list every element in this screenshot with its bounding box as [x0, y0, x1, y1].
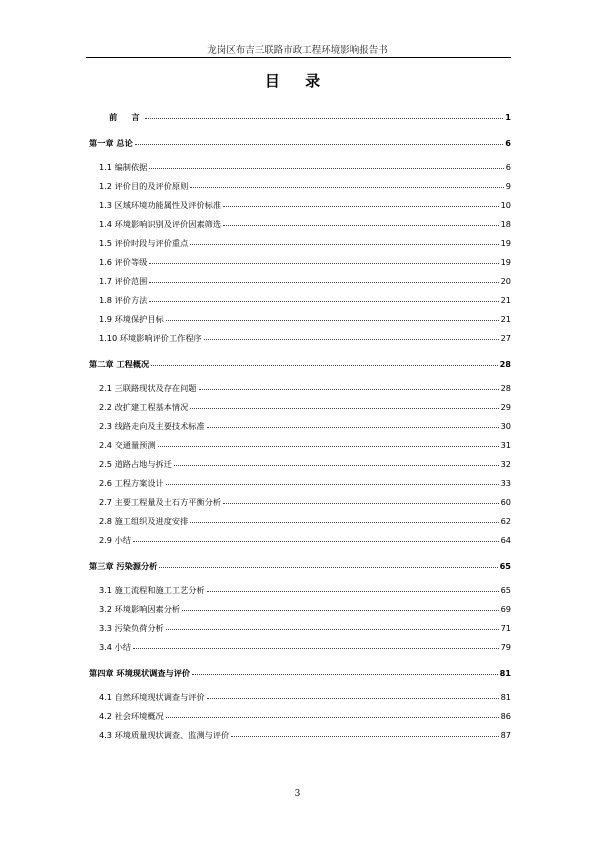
toc-chapter-entry[interactable] [89, 355, 511, 369]
dot-leader [223, 225, 499, 226]
dot-leader [190, 244, 498, 245]
toc-entry-page: 81 [500, 692, 511, 702]
toc-entry-label: 1.6 评价等级 [99, 257, 148, 267]
toc-entry-label: 第四章 环境现状调查与评价 [89, 668, 191, 678]
dot-leader [133, 648, 499, 649]
toc-entry-page: 1 [505, 112, 511, 122]
toc-entry-page: 28 [500, 383, 511, 393]
dot-leader [149, 263, 498, 264]
toc-section-entry[interactable] [89, 638, 511, 652]
dot-leader [231, 736, 498, 737]
toc-entry-label: 2.8 施工组织及进度安排 [99, 516, 189, 526]
toc-entry-page: 19 [500, 257, 511, 267]
toc-entry-label: 2.5 道路占地与拆迁 [99, 459, 172, 469]
toc-entry-label: 1.7 评价范围 [99, 276, 148, 286]
toc-entry-page: 33 [500, 478, 511, 488]
dot-leader [166, 484, 499, 485]
dot-leader [159, 567, 497, 568]
toc-entry-page: 65 [499, 561, 511, 571]
toc-entry-page: 21 [500, 295, 511, 305]
toc-entry-label: 2.3 线路走向及主要技术标准 [99, 421, 205, 431]
toc-entry-label: 1.3 区域环境功能属性及评价标准 [99, 200, 222, 210]
toc-entry-label: 前 言 [109, 112, 143, 122]
toc-entry-page: 65 [500, 585, 511, 595]
dot-leader [158, 446, 499, 447]
toc-entry-label: 4.2 社会环境概况 [99, 711, 164, 721]
toc-entry-page: 28 [499, 359, 511, 369]
toc-section-entry[interactable] [89, 272, 511, 286]
dot-leader [166, 320, 499, 321]
dot-leader [207, 427, 499, 428]
toc-section-entry[interactable] [89, 619, 511, 633]
toc-entry-label: 3.3 污染负荷分析 [99, 623, 164, 633]
dot-leader [223, 503, 499, 504]
toc-entry-label: 第二章 工程概况 [89, 359, 150, 369]
toc-entry-label: 1.9 环境保护目标 [99, 314, 164, 324]
toc-entry-label: 1.10 环境影响评价工作程序 [99, 333, 202, 343]
dot-leader [182, 610, 498, 611]
toc-section-entry[interactable] [89, 158, 511, 172]
toc-entry-page: 30 [500, 421, 511, 431]
toc-entry-label: 第一章 总论 [89, 138, 133, 148]
toc-title: 目 录 [264, 72, 331, 90]
toc-entry-page: 19 [500, 238, 511, 248]
toc-entry-label: 4.3 环境质量现状调查、监测与评价 [99, 730, 230, 740]
toc-entry-label: 2.1 三联路现状及存在问题 [99, 383, 197, 393]
dot-leader [190, 408, 498, 409]
toc-entry-label: 1.8 评价方法 [99, 295, 148, 305]
toc-entry-label: 3.4 小结 [99, 642, 131, 652]
toc-section-entry[interactable] [89, 726, 511, 740]
dot-leader [174, 465, 499, 466]
toc-entry-label: 1.4 环境影响识别及评价因素筛选 [99, 219, 222, 229]
running-header: 龙岗区布吉三联路市政工程环境影响报告书 [207, 45, 388, 56]
toc-entry-label: 3.1 施工流程和施工工艺分析 [99, 585, 205, 595]
toc-entry-page: 9 [505, 181, 511, 191]
dot-leader [166, 629, 499, 630]
toc-entry-page: 32 [500, 459, 511, 469]
dot-leader [192, 674, 497, 675]
toc-entry-label: 1.5 评价时段与评价重点 [99, 238, 189, 248]
dot-leader [149, 282, 498, 283]
toc-entry-page: 60 [500, 497, 511, 507]
toc-entry-page: 87 [500, 730, 511, 740]
dot-leader [199, 389, 499, 390]
toc-section-entry[interactable] [89, 310, 511, 324]
toc-entry-label: 4.1 自然环境现状调查与评价 [99, 692, 205, 702]
toc-section-entry[interactable] [89, 398, 511, 412]
dot-leader [190, 522, 498, 523]
dot-leader [135, 144, 504, 145]
toc-entry-page: 86 [500, 711, 511, 721]
toc-chapter-entry[interactable] [89, 134, 511, 148]
toc-section-entry[interactable] [89, 474, 511, 488]
toc-section-entry[interactable] [89, 581, 511, 595]
toc-entry-page: 69 [500, 604, 511, 614]
toc-entry-label: 第三章 污染源分析 [89, 561, 158, 571]
toc-entry-label: 3.2 环境影响因素分析 [99, 604, 181, 614]
dot-leader [166, 717, 499, 718]
dot-leader [149, 168, 503, 169]
toc-entry-label: 2.2 改扩建工程基本情况 [99, 402, 189, 412]
toc-section-entry[interactable] [89, 253, 511, 267]
header-rule [86, 57, 511, 58]
toc-section-entry[interactable] [89, 215, 511, 229]
toc-entry-page: 79 [500, 642, 511, 652]
toc-section-entry[interactable] [89, 379, 511, 393]
toc-section-entry[interactable] [89, 600, 511, 614]
toc-entry-page: 27 [500, 333, 511, 343]
dot-leader [207, 698, 499, 699]
toc-entry-label: 1.1 编制依据 [99, 162, 148, 172]
toc-front-entry[interactable] [89, 108, 511, 122]
toc-entry-page: 81 [499, 668, 511, 678]
toc-entry-page: 21 [500, 314, 511, 324]
dot-leader [151, 365, 497, 366]
toc-entry-page: 71 [500, 623, 511, 633]
dot-leader [223, 206, 499, 207]
toc-entry-page: 62 [500, 516, 511, 526]
toc-entry-page: 18 [500, 219, 511, 229]
dot-leader [133, 541, 499, 542]
toc-entry-page: 64 [500, 535, 511, 545]
toc-section-entry[interactable] [89, 329, 511, 343]
toc-section-entry[interactable] [89, 493, 511, 507]
toc-entry-label: 2.6 工程方案设计 [99, 478, 164, 488]
toc-entry-page: 31 [500, 440, 511, 450]
toc-section-entry[interactable] [89, 177, 511, 191]
toc-section-entry[interactable] [89, 455, 511, 469]
toc-entry-label: 2.4 交通量预测 [99, 440, 156, 450]
toc-entry-page: 29 [500, 402, 511, 412]
toc-entry-label: 2.9 小结 [99, 535, 131, 545]
toc-section-entry[interactable] [89, 196, 511, 210]
toc-section-entry[interactable] [89, 531, 511, 545]
toc-section-entry[interactable] [89, 707, 511, 721]
toc-entry-page: 6 [505, 162, 511, 172]
toc-section-entry[interactable] [89, 512, 511, 526]
toc-entry-page: 6 [505, 138, 511, 148]
dot-leader [207, 591, 499, 592]
toc-chapter-entry[interactable] [89, 557, 511, 571]
page-number: 3 [294, 789, 301, 799]
toc-entry-label: 1.2 评价目的及评价原则 [99, 181, 189, 191]
toc-section-entry[interactable] [89, 234, 511, 248]
toc-chapter-entry[interactable] [89, 664, 511, 678]
dot-leader [149, 301, 498, 302]
toc-entry-label: 2.7 主要工程量及土石方平衡分析 [99, 497, 222, 507]
toc-section-entry[interactable] [89, 688, 511, 702]
toc-section-entry[interactable] [89, 417, 511, 431]
toc-section-entry[interactable] [89, 291, 511, 305]
toc-entry-page: 20 [500, 276, 511, 286]
dot-leader [204, 339, 499, 340]
toc-entry-page: 10 [500, 200, 511, 210]
dot-leader [190, 187, 503, 188]
toc-section-entry[interactable] [89, 436, 511, 450]
dot-leader [145, 118, 504, 119]
